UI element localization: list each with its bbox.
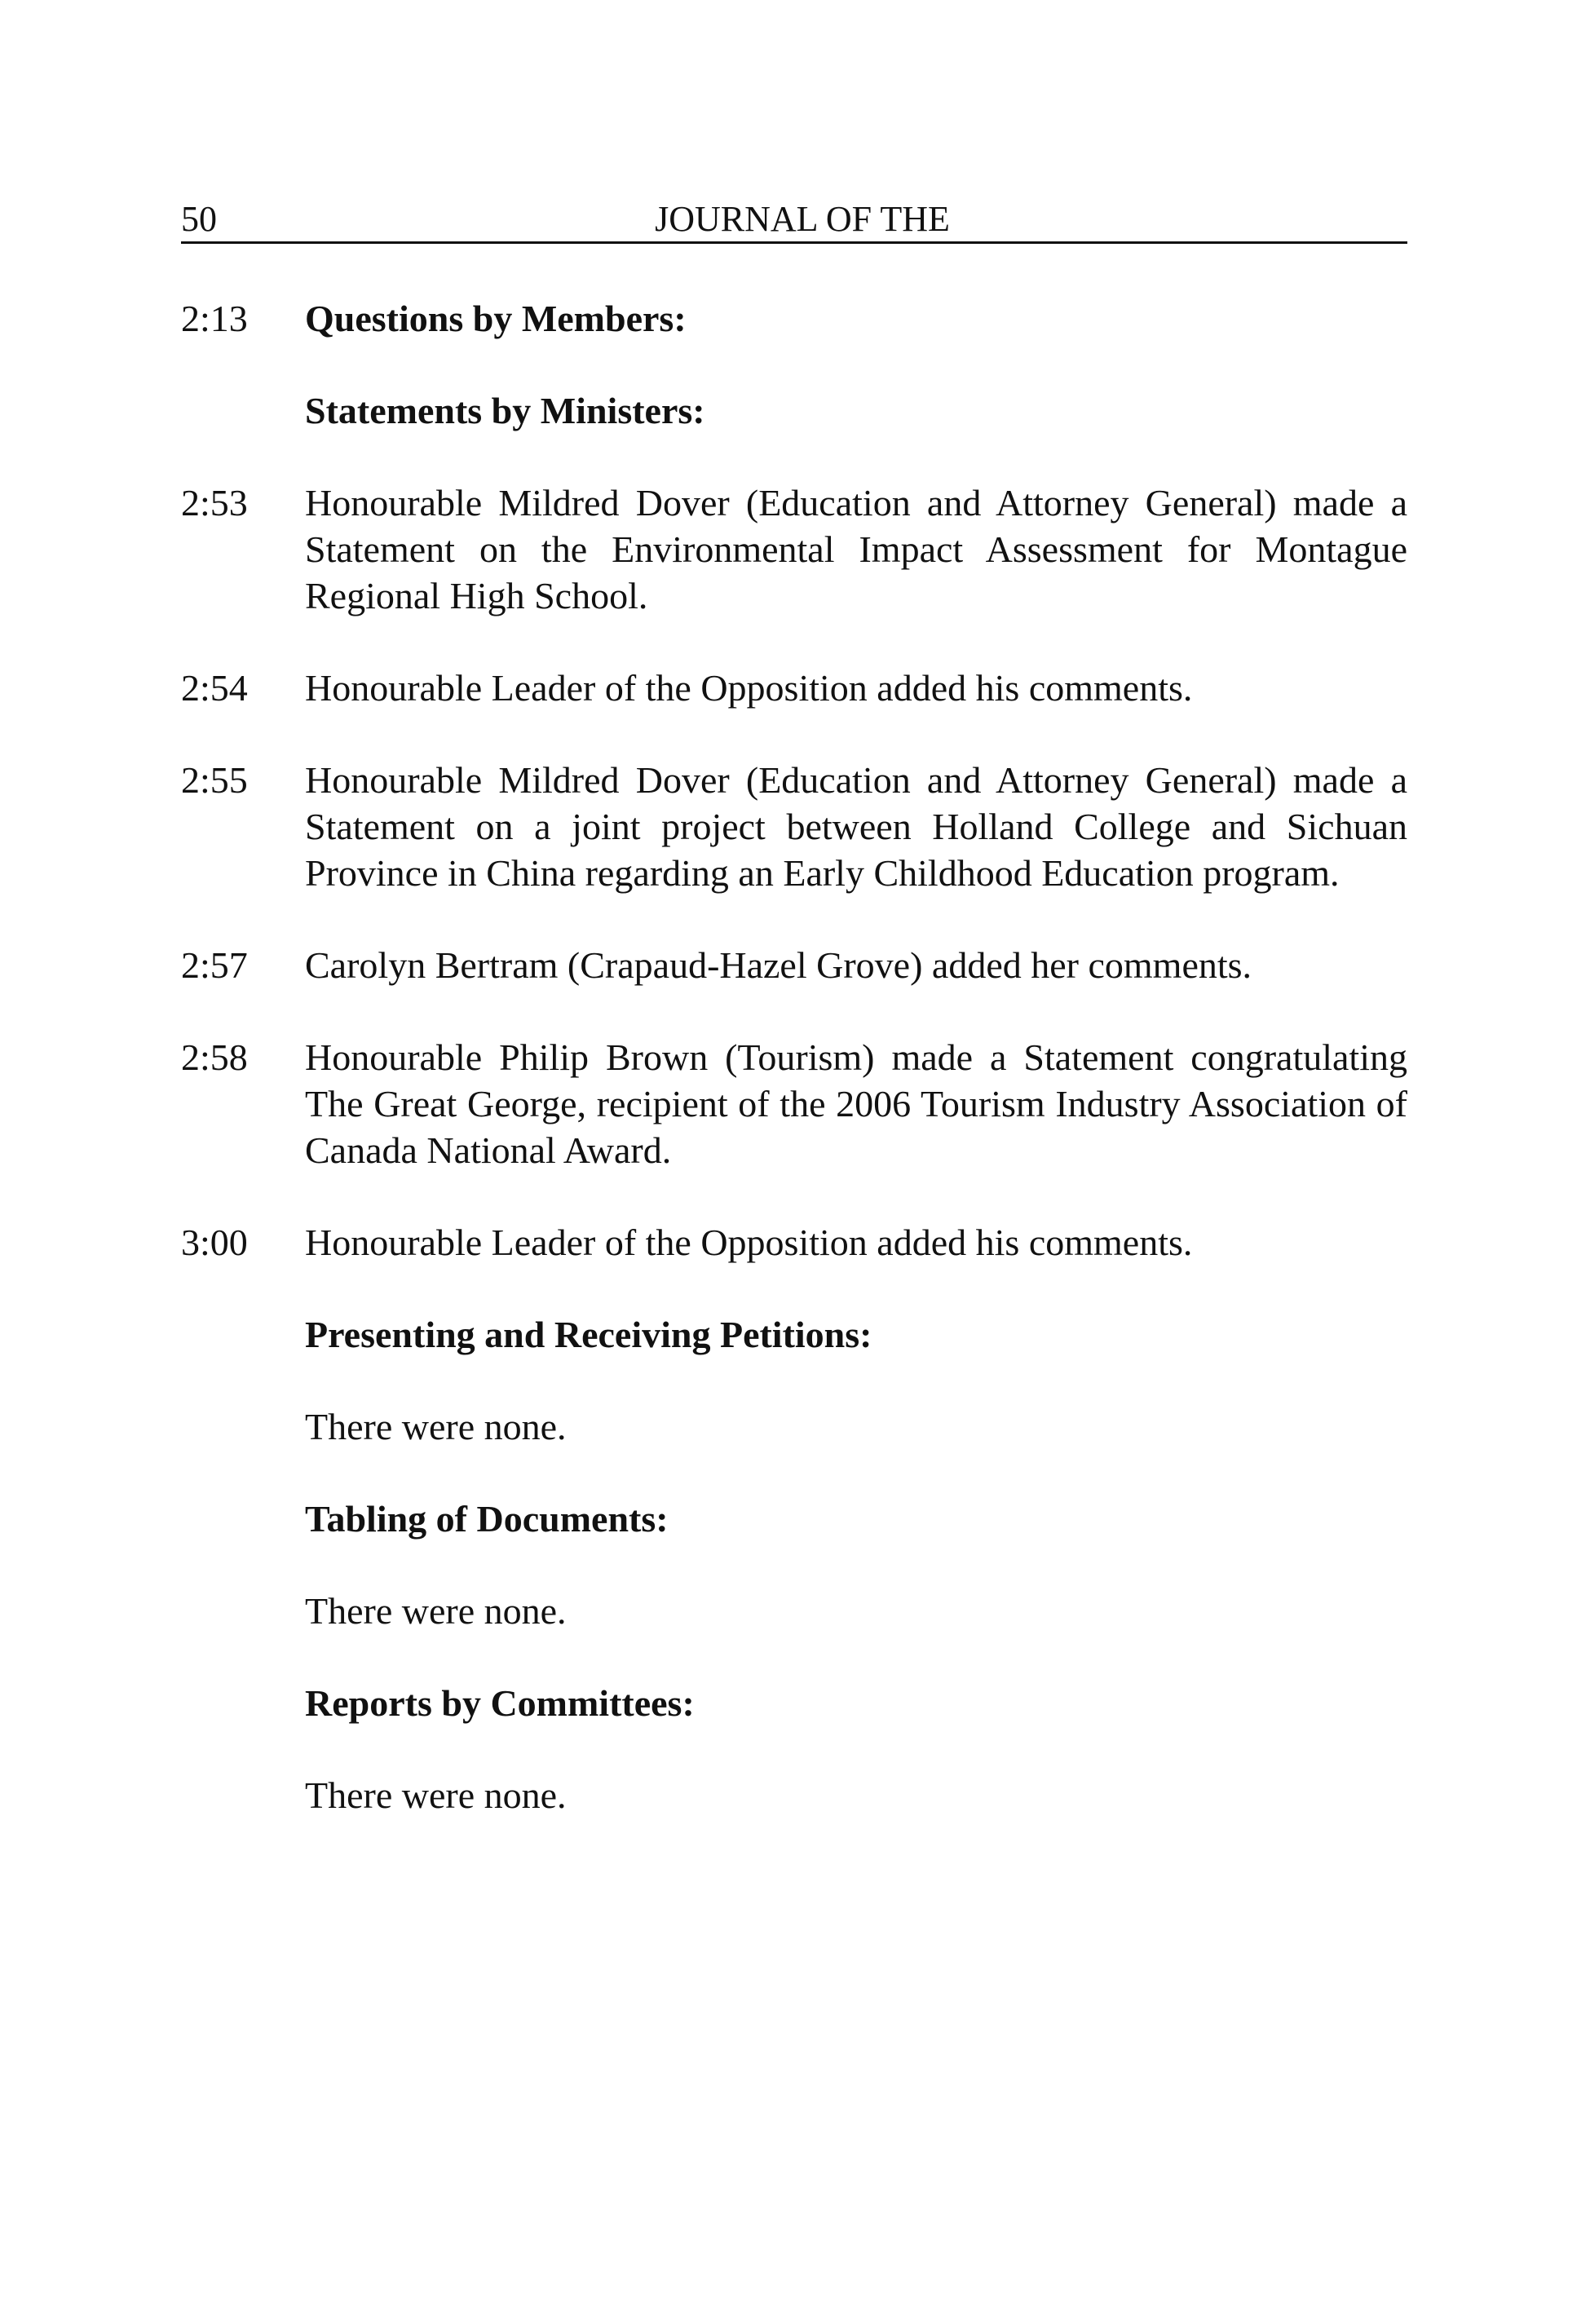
entry-text: Honourable Leader of the Opposition added his comments. — [305, 1222, 1193, 1263]
entry-text: Honourable Leader of the Opposition added his comments. — [305, 667, 1193, 709]
journal-entry — [181, 1680, 1407, 1726]
journal-entry — [181, 1034, 1407, 1173]
entry-text: Honourable Mildred Dover (Education and Attorney General) made a Statement on a joint project between Holland College and Sichuan Province in China regarding an Early Childhood Education program. — [305, 759, 1407, 894]
entry-time: 2:55 — [181, 759, 248, 801]
journal-entry — [181, 757, 1407, 896]
section-heading: Statements by Ministers: — [305, 390, 705, 431]
section-heading: Presenting and Receiving Petitions: — [305, 1314, 872, 1355]
journal-entry — [181, 1403, 1407, 1450]
section-heading: Questions by Members: — [305, 298, 687, 339]
journal-entry — [181, 942, 1407, 988]
entry-text: Honourable Mildred Dover (Education and Attorney General) made a Statement on the Environmental Impact Assessment for Montague Regional High School. — [305, 482, 1407, 616]
journal-entry — [181, 1772, 1407, 1818]
journal-entry — [181, 1219, 1407, 1266]
journal-entry — [181, 295, 1407, 342]
entry-text: Carolyn Bertram (Crapaud-Hazel Grove) added her comments. — [305, 944, 1252, 986]
running-title: JOURNAL OF THE — [655, 199, 950, 239]
entry-text: There were none. — [305, 1774, 567, 1816]
journal-entry — [181, 479, 1407, 619]
entry-text: Honourable Philip Brown (Tourism) made a Statement congratulating The Great George, recipient of the 2006 Tourism Industry Association of Canada National Award. — [305, 1036, 1407, 1171]
entry-text: There were none. — [305, 1406, 567, 1447]
journal-entry — [181, 1311, 1407, 1358]
entry-time: 2:57 — [181, 944, 248, 986]
entry-time: 2:58 — [181, 1036, 248, 1078]
running-header — [181, 199, 1407, 244]
journal-entry — [181, 387, 1407, 434]
journal-entries — [181, 295, 1407, 1864]
entry-time: 2:53 — [181, 482, 248, 524]
entry-time: 3:00 — [181, 1222, 248, 1263]
section-heading: Tabling of Documents: — [305, 1498, 669, 1540]
journal-entry — [181, 1496, 1407, 1542]
page-number: 50 — [181, 199, 217, 239]
section-heading: Reports by Committees: — [305, 1682, 695, 1724]
entry-time: 2:54 — [181, 667, 248, 709]
entry-text: There were none. — [305, 1590, 567, 1632]
journal-entry — [181, 1588, 1407, 1634]
entry-time: 2:13 — [181, 298, 248, 339]
journal-entry — [181, 665, 1407, 711]
